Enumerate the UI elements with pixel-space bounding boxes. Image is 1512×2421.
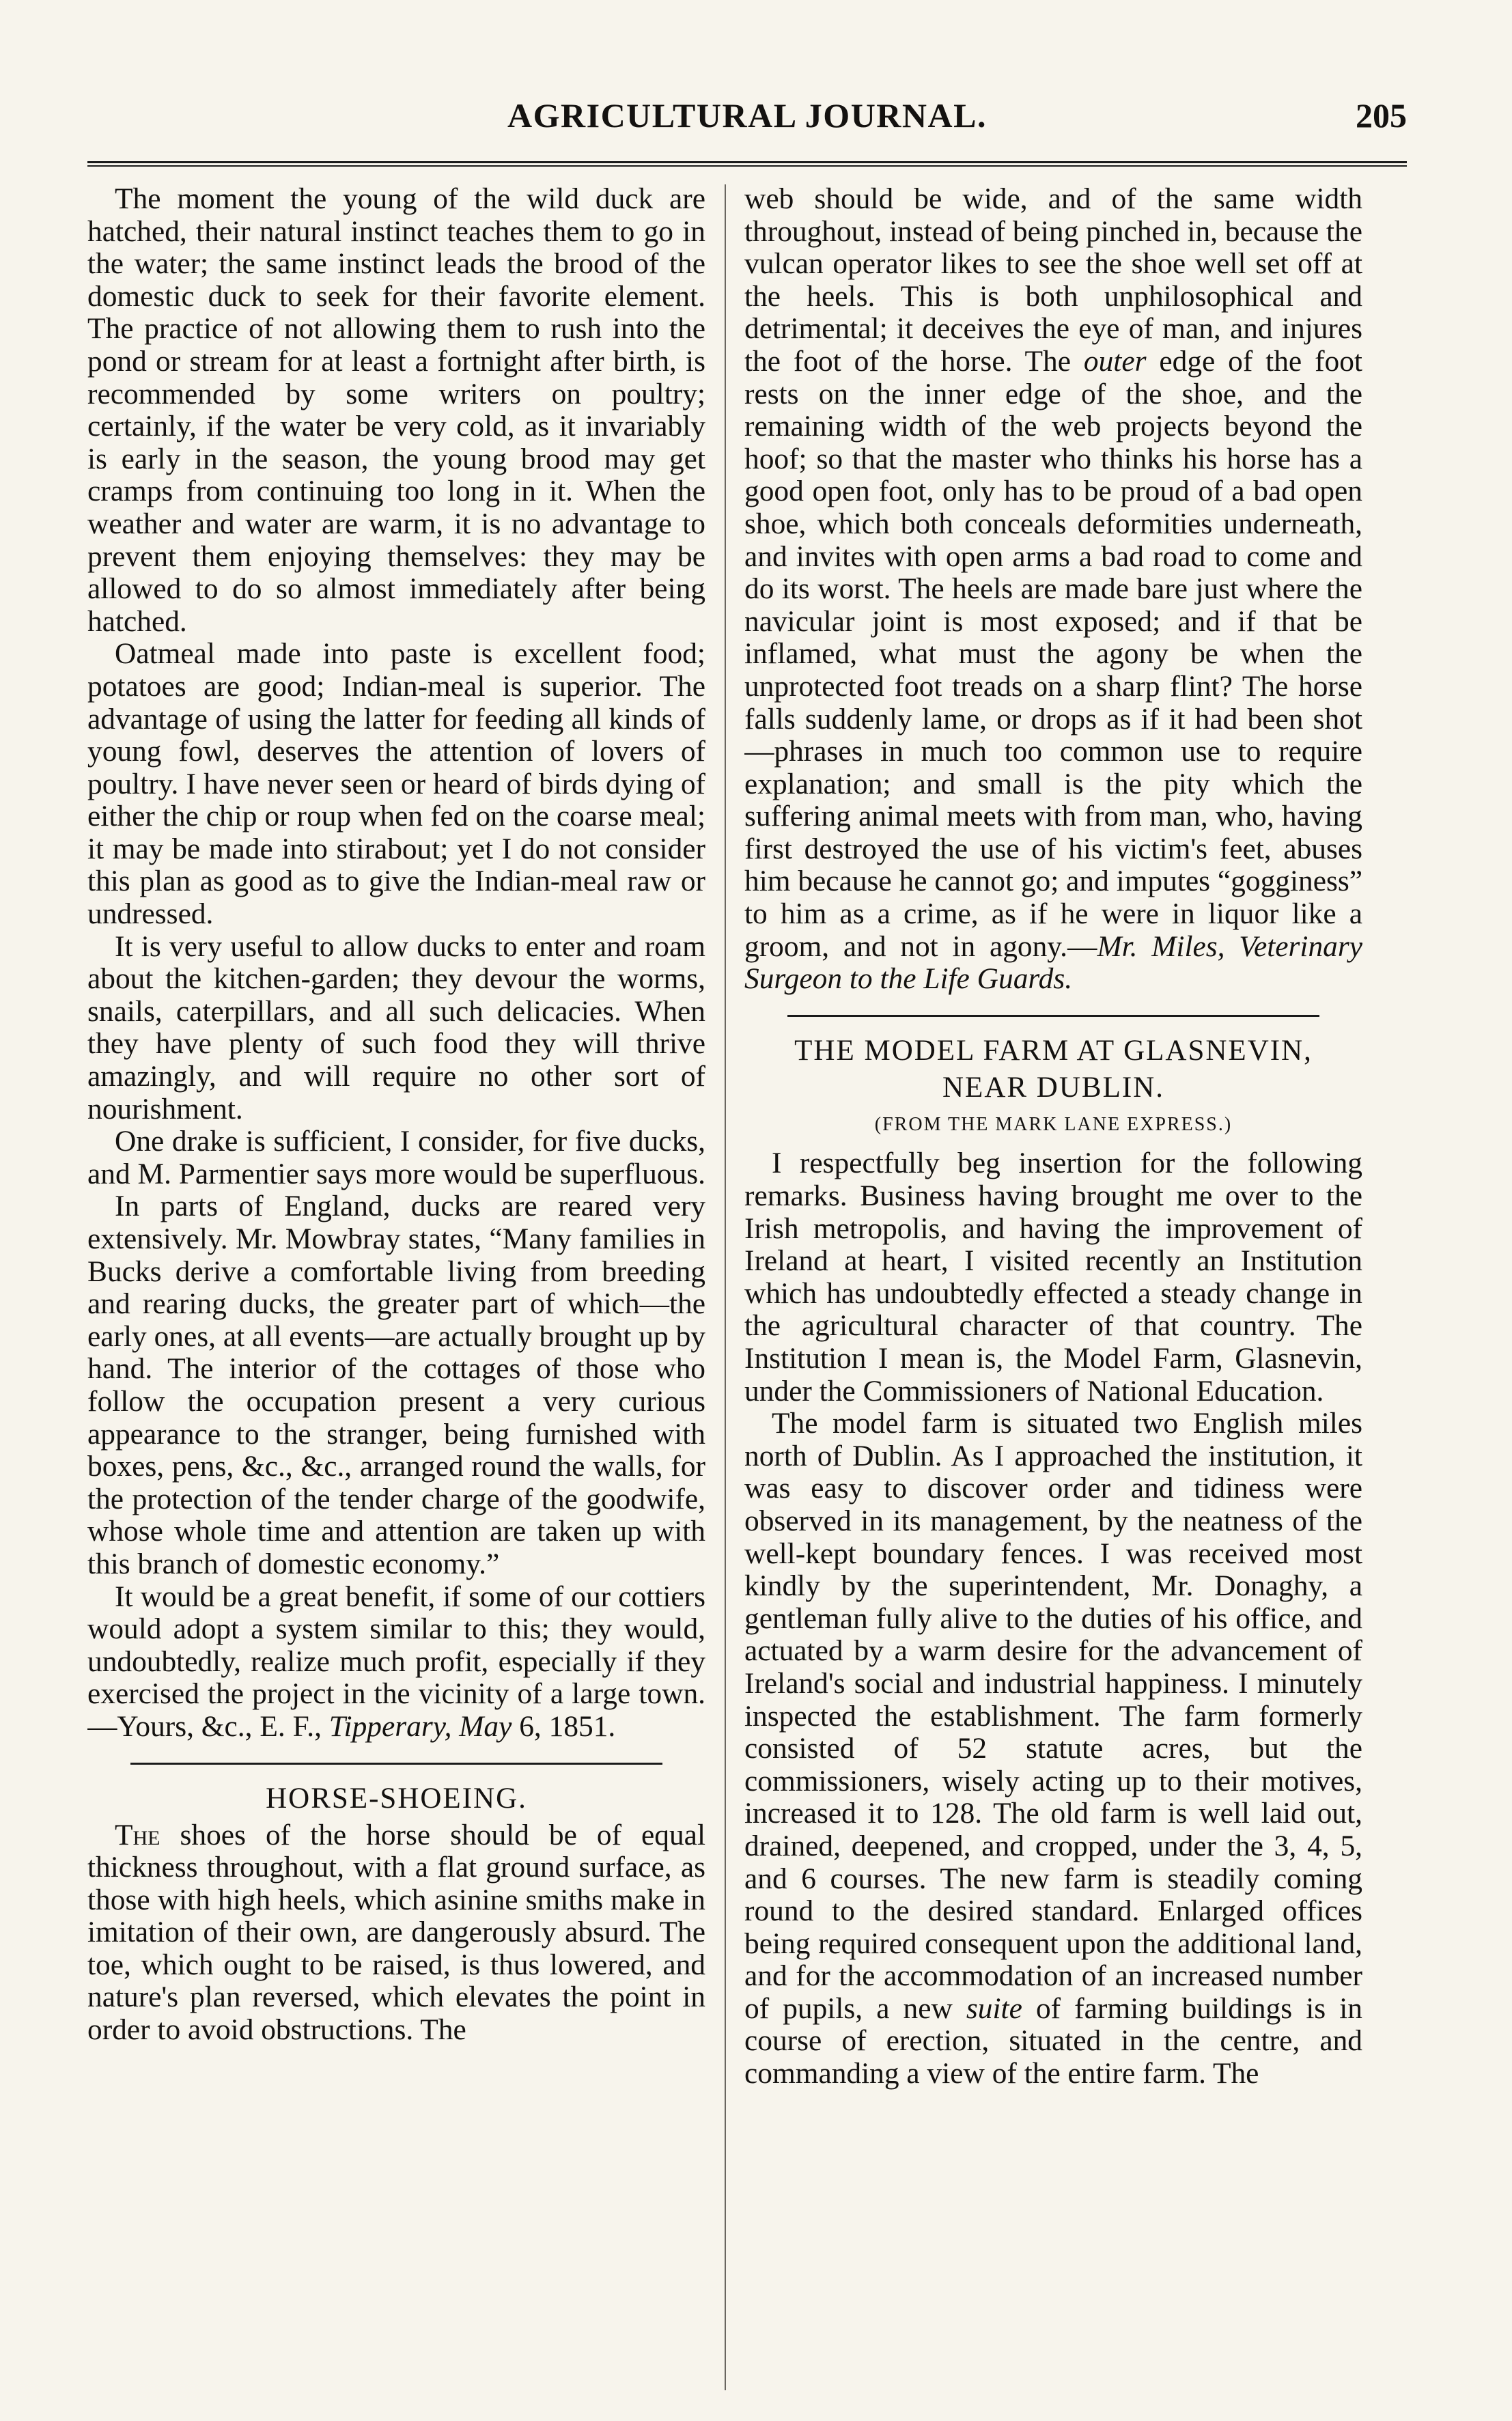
horse-shoeing-heading: HORSE-SHOEING. — [266, 1782, 527, 1815]
farm-paragraph-2b: of farming buildings is in course of erection, situated in the centre, and commanding a view of the entire farm. The — [744, 1991, 1362, 2090]
duck-paragraph-3: It is very useful to allow ducks to enter and roam about the kitchen-garden; they devour the worms, snails, caterpillars, and all such delicacies. When they have plenty of such food they will thrive amazingly, and will require no other sort of nourishment. — [87, 929, 705, 1125]
left-column — [87, 183, 705, 2396]
page-number: 205 — [1356, 96, 1407, 135]
duck-paragraph-4: One drake is sufficient, I consider, for five ducks, and M. Parmentier says more would be superfluous. — [87, 1125, 705, 1190]
horse-paragraph-text: shoes of the horse should be of equal thickness throughout, with a flat ground surface, as those with high heels, which asinine smiths make in imitation of their own, are dangerously absurd. The toe, which ought to be raised, is thus lowered, and nature's plan reversed, which elevates the point in order to avoid obstructions. The — [87, 1818, 705, 2047]
column-divider — [725, 184, 726, 2390]
running-head — [87, 96, 1407, 150]
horse-first-word: The — [115, 1818, 160, 1851]
horse-continued-paragraph — [744, 183, 1362, 996]
section-rule-horse — [130, 1763, 662, 1765]
duck-paragraph-1: The moment the young of the wild duck are hatched, their natural instinct teaches them to go in the water; the same instinct leads the brood of the domestic duck to seek for their favorite element. The practice of not allowing them to rush into the pond or stream for at least a fortnight after birth, is recommended by some writers on poultry; certainly, if the water be very cold, as it invariably is early in the season, the young brood may get cramps from continuing too long in it. When the weather and water are warm, it is no advantage to prevent them enjoying themselves: they may be allowed to do so almost immediately after being hatched. — [87, 183, 705, 638]
farm-paragraph-2 — [744, 1408, 1362, 2090]
horse-outer-word: outer — [1083, 344, 1147, 378]
farm-paragraph-2a: The model farm is situated two English miles north of Dublin. As I approached the institution, it was easy to discover order and tidiness were observed in its management, by the neatness of the well-kept boundary fences. I was received most kindly by the superintendent, Mr. Donaghy, a gentleman fully alive to the duties of his office, and actuated by a warm desire for the advancement of Ireland's social and industrial happiness. I minutely inspected the establishment. The farm formerly consisted of 52 statute acres, but the commissioners, wisely acting up to their motives, increased it to 128. The old farm is well laid out, drained, deepened, and cropped, under the 3, 4, 5, and 6 courses. The new farm is steadily coming round to the desired standard. Enlarged offices being required consequent upon the additional land, and for the accommodation of an increased number of pupils, a new — [744, 1407, 1362, 2025]
farm-suite-word: suite — [966, 1991, 1022, 2025]
model-farm-heading-line1: THE MODEL FARM AT GLASNEVIN, — [794, 1034, 1313, 1067]
duck-paragraph-5: In parts of England, ducks are reared very extensively. Mr. Mowbray states, “Many families in Bucks derive a comfortable living from breeding and rearing ducks, the greater part of which—the early ones, at all events—are actually brought up by hand. The interior of the cottages of those who follow the occupation present a very curious appearance to the stranger, being furnished with boxes, pens, &c., &c., arranged round the walls, for the protection of the tender charge of the goodwife, whose whole time and attention are taken up with this branch of domestic economy.” — [87, 1190, 705, 1580]
duck-paragraph-6 — [87, 1581, 705, 1744]
signature-initials: E. F., — [260, 1709, 322, 1743]
model-farm-heading-line2: NEAR DUBLIN. — [942, 1071, 1164, 1104]
journal-title: AGRICULTURAL JOURNAL. — [507, 96, 987, 135]
right-column — [744, 183, 1362, 2396]
horse-attribution: Mr. Miles, Veterinary Surgeon to the Life Guards. — [744, 929, 1362, 996]
signature-place: Tipperary, May — [328, 1709, 512, 1743]
header-double-rule — [87, 161, 1407, 167]
section-rule-farm — [787, 1015, 1319, 1017]
farm-paragraph-1: I respectfully beg insertion for the following remarks. Business having brought me over to the Irish metropolis, and having the improvement of Ireland at heart, I visited recently an Institution which has undoubtedly effected a steady change in the agricultural character of that country. The Institution I mean is, the Model Farm, Glasnevin, under the Commissioners of National Education. — [744, 1147, 1362, 1408]
horse-continued-b: edge of the foot rests on the inner edge of the shoe, and the remaining width of the web projects beyond the hoof; so that the master who thinks his horse has a good open foot, only has to be proud of a bad open shoe, which both conceals deformities underneath, and invites with open arms a bad road to come and do its worst. The heels are made bare just where the navicular joint is most exposed; and if that be inflamed, what must the agony be when the unprotected foot treads on a sharp flint? The horse falls suddenly lame, or drops as if it had been shot—phrases in much too common use to require explanation; and small is the pity which the suffering animal meets with from man, who, having first destroyed the use of his victim's feet, abuses him because he cannot go; and imputes “gogginess” to him as a crime, as if he were in liquor like a groom, and not in agony.— — [744, 344, 1362, 963]
duck-paragraph-6-text: It would be a great benefit, if some of our cottiers would adopt a system similar to this; they would, undoubtedly, realize much profit, especially if they exercised the project in the vicinity of a large town.—Yours, &c., — [87, 1580, 705, 1743]
signature-date: 6, 1851. — [519, 1709, 616, 1743]
horse-paragraph — [87, 1819, 705, 2047]
model-farm-source: (FROM THE MARK LANE EXPRESS.) — [874, 1113, 1233, 1135]
duck-paragraph-2: Oatmeal made into paste is excellent food; potatoes are good; Indian-meal is superior. The advantage of using the latter for feeding all kinds of young fowl, deserves the attention of lovers of poultry. I have never seen or heard of birds dying of either the chip or roup when fed on the coarse meal; it may be made into stirabout; yet I do not consider this plan as good as to give the Indian-meal raw or undressed. — [87, 637, 705, 931]
horse-continued-a: web should be wide, and of the same width throughout, instead of being pinched in, because the vulcan operator likes to see the shoe well set off at the heels. This is both unphilosophical and detrimental; it deceives the eye of man, and injures the foot of the horse. The — [744, 183, 1362, 378]
